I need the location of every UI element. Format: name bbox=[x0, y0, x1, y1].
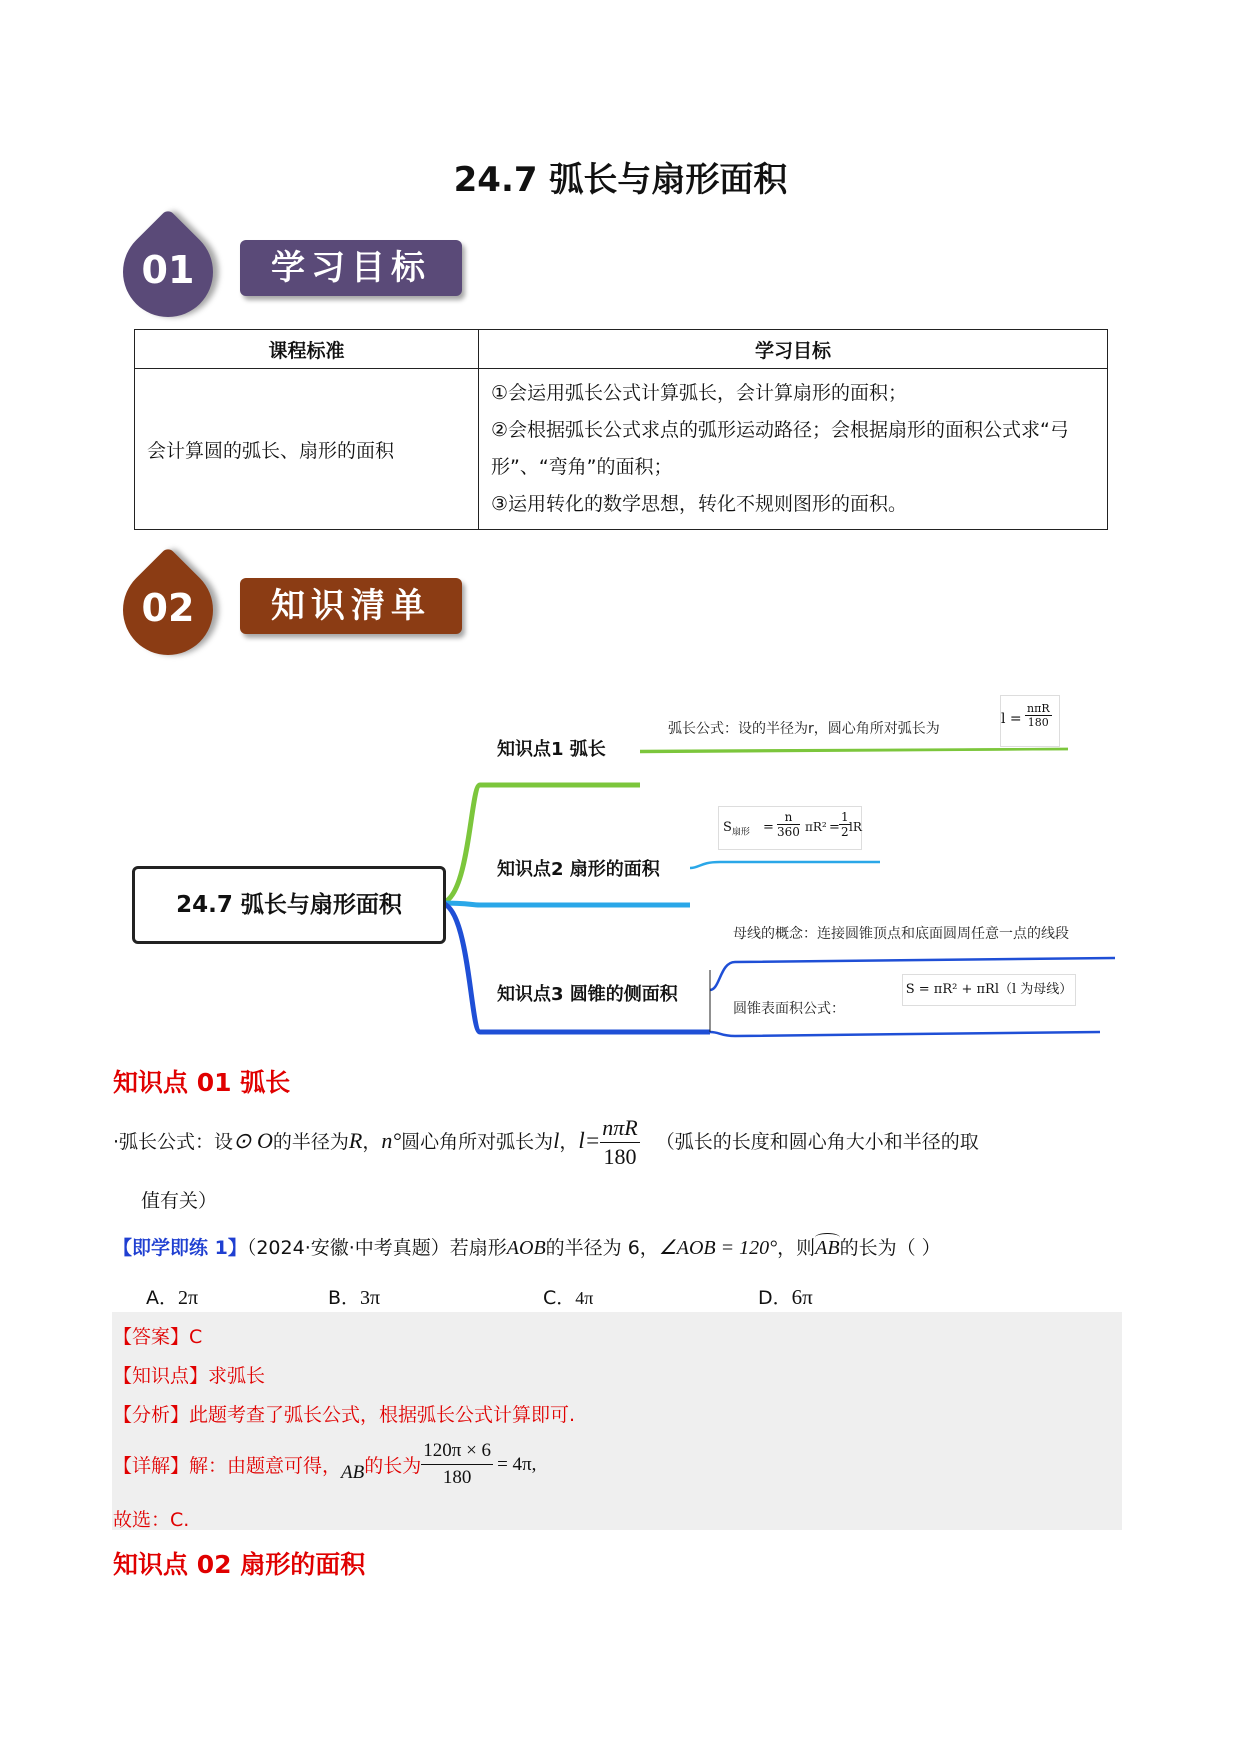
mindmap-kp1-label: 知识点1 弧长 bbox=[497, 739, 606, 760]
section-banner: 学习目标 bbox=[240, 240, 462, 296]
section-banner: 知识清单 bbox=[240, 578, 462, 634]
kp02-heading: 知识点 02 扇形的面积 bbox=[113, 1550, 366, 1579]
answer-choice: 故选：C. bbox=[113, 1509, 190, 1531]
option-a[interactable]: A．2π bbox=[146, 1287, 199, 1309]
mindmap-kp1-note: 弧长公式：设的半径为r，圆心角所对弧长为 bbox=[668, 721, 940, 737]
target-item: ②会根据弧长公式求点的弧形运动路径；会根据扇形的面积公式求“弓形”、“弯角”的面积； bbox=[491, 419, 1069, 478]
mindmap-kp3-label: 知识点3 圆锥的侧面积 bbox=[497, 984, 678, 1005]
connector-kp2 bbox=[440, 903, 690, 905]
option-c[interactable]: C．4π bbox=[543, 1287, 594, 1309]
section-number: 02 bbox=[141, 586, 195, 630]
table-header: 学习目标 bbox=[479, 330, 1108, 369]
branch-kp3-b bbox=[710, 1032, 1100, 1036]
page-title: 24.7 弧长与扇形面积 bbox=[453, 160, 788, 200]
practice-question: 【即学即练 1】（2024·安徽·中考真题）若扇形AOB的半径为 6，∠AOB = 120°，则AB 的长为（ ） bbox=[113, 1233, 941, 1260]
kp01-heading: 知识点 01 弧长 bbox=[113, 1068, 291, 1097]
learning-targets-cell bbox=[479, 369, 1108, 530]
connector-kp1 bbox=[440, 785, 640, 903]
target-item: ③运用转化的数学思想，转化不规则图形的面积。 bbox=[491, 493, 908, 515]
mindmap-kp3-note2: 圆锥表面积公式： bbox=[733, 1001, 845, 1017]
connector-kp3 bbox=[440, 903, 710, 1032]
mindmap-kp3-formula: S = πR² + πRl（l 为母线） bbox=[902, 974, 1076, 1006]
target-item: ①会运用弧长公式计算弧长，会计算扇形的面积； bbox=[491, 382, 908, 404]
kp01-formula-line-cont: 值有关） bbox=[141, 1190, 218, 1212]
mindmap-kp1-formula: l = nπR 180 bbox=[1000, 695, 1060, 747]
answer-knowledge-point: 【知识点】求弧长 bbox=[113, 1365, 266, 1387]
underline-kp2 bbox=[690, 862, 880, 868]
answer-line: 【答案】C bbox=[113, 1326, 203, 1348]
table-header: 课程标准 bbox=[135, 330, 479, 369]
option-d[interactable]: D．6π bbox=[758, 1285, 813, 1309]
mindmap-kp3-note1: 母线的概念：连接圆锥顶点和底面圆周任意一点的线段 bbox=[733, 926, 1069, 942]
answer-detail: 【详解】解：由题意可得，AB的长为 $\frac{120\pi \times 6}{180}$ = 4π, bbox=[113, 1440, 537, 1488]
course-standard-cell: 会计算圆的弧长、扇形的面积 bbox=[135, 369, 479, 530]
mindmap-kp2-label: 知识点2 扇形的面积 bbox=[497, 859, 660, 880]
option-b[interactable]: B．3π bbox=[328, 1287, 381, 1309]
answer-analysis: 【分析】此题考查了弧长公式，根据弧长公式计算即可. bbox=[113, 1404, 576, 1426]
section-number: 01 bbox=[141, 248, 195, 292]
mindmap-center-node: 24.7 弧长与扇形面积 bbox=[132, 866, 446, 944]
kp01-formula-line: ·弧长公式：设⊙ O的半径为R，n°圆心角所对弧长为l，l= $\frac{\text{nπR}}{180}$ （弧长的长度和圆心角大小和半径的取 bbox=[113, 1115, 979, 1169]
mindmap-kp2-formula: $S_{扇形}$ = $\frac{n}{360}$ πR² = $\frac{1}{2}$ lR bbox=[718, 806, 862, 850]
goals-table bbox=[134, 329, 1108, 530]
arc-mark-icon bbox=[815, 1233, 839, 1242]
